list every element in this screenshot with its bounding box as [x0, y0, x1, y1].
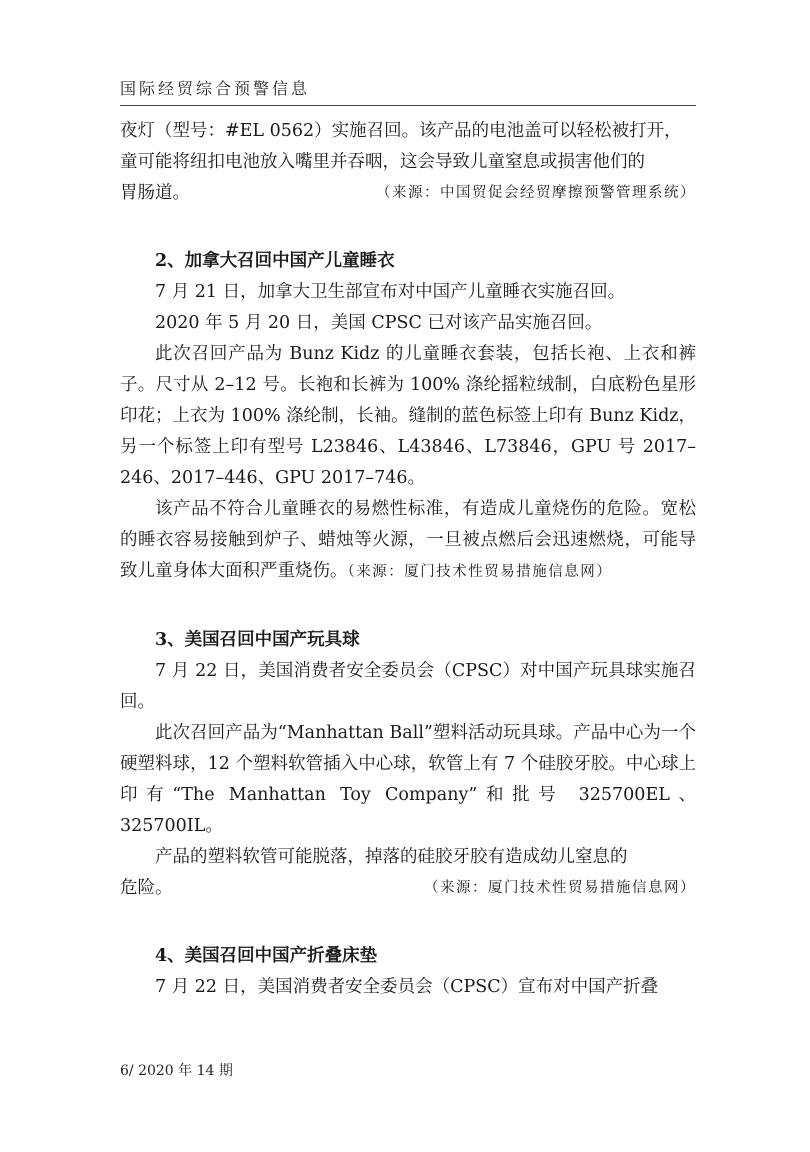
header-rule [120, 105, 696, 106]
intro-line-1: 夜灯（型号：#EL 0562）实施召回。该产品的电池盖可以轻松被打开， [120, 121, 682, 141]
intro-source: （来源：中国贸促会经贸摩擦预警管理系统） [376, 185, 696, 201]
section-3-paragraph-3: 产品的塑料软管可能脱落，掉落的硅胶牙胶有造成幼儿窒息的 [155, 847, 628, 867]
intro-source-line [120, 178, 696, 209]
intro-last-text: 胃肠道。 [120, 183, 190, 203]
page-footer: 6/ 2020 年 14 期 [120, 1063, 233, 1079]
section-3-source: （来源：厦门技术性贸易措施信息网） [424, 880, 696, 896]
section-4-paragraph-1: 7 月 22 日，美国消费者安全委员会（CPSC）宣布对中国产折叠 [155, 977, 659, 997]
section-3-paragraph-1: 7 月 22 日，美国消费者安全委员会（CPSC）对中国产玩具球实施召回。 [120, 661, 696, 712]
section-3-last-text: 危险。 [120, 878, 173, 898]
section-2-paragraph-3: 此次召回产品为 Bunz Kidz 的儿童睡衣套装，包括长袍、上衣和裤子。尺寸从 2–12 号。长袍和长裤为 100% 涤纶摇粒绒制，白底粉色星形印花；上衣为 100% 涤纶制，长袖。缝制的蓝色标签上印有 Bunz Kidz，另一个标签上印有型号 L23846、L43846、L73846，GPU 号 2017–246、2017–446、GPU 2017–746。 [120, 344, 696, 488]
section-2-source: （来源：厦门技术性贸易措施信息网） [347, 564, 613, 580]
section-3-paragraph-2: 此次召回产品为“Manhattan Ball”塑料活动玩具球。产品中心为一个硬塑料球，12 个塑料软管插入中心球，软管上有 7 个硅胶牙胶。中心球上印有“The Manhattan Toy Company”和批号 325700EL、325700IL。 [120, 723, 696, 836]
section-2-paragraph-4-text: 该产品不符合儿童睡衣的易燃性标准，有造成儿童烧伤的危险。宽松的睡衣容易接触到炉子、蜡烛等火源，一旦被点燃后会迅速燃烧，可能导致儿童身体大面积严重烧伤。 [120, 499, 696, 581]
section-2-paragraph-4 [120, 494, 696, 588]
section-3-title: 3、美国召回中国产玩具球 [155, 630, 360, 650]
section-2-title: 2、加拿大召回中国产儿童睡衣 [155, 251, 395, 271]
section-2-paragraph-2: 2020 年 5 月 20 日，美国 CPSC 已对该产品实施召回。 [155, 313, 603, 333]
section-2-paragraph-1: 7 月 21 日，加拿大卫生部宣布对中国产儿童睡衣实施召回。 [155, 282, 626, 302]
article-body [120, 116, 696, 1003]
intro-line-2: 童可能将纽扣电池放入嘴里并吞咽，这会导致儿童窒息或损害他们的 [120, 152, 645, 172]
section-3-source-line [120, 873, 696, 904]
running-header: 国际经贸综合预警信息 [120, 79, 311, 98]
section-4-title: 4、美国召回中国产折叠床垫 [155, 946, 378, 966]
